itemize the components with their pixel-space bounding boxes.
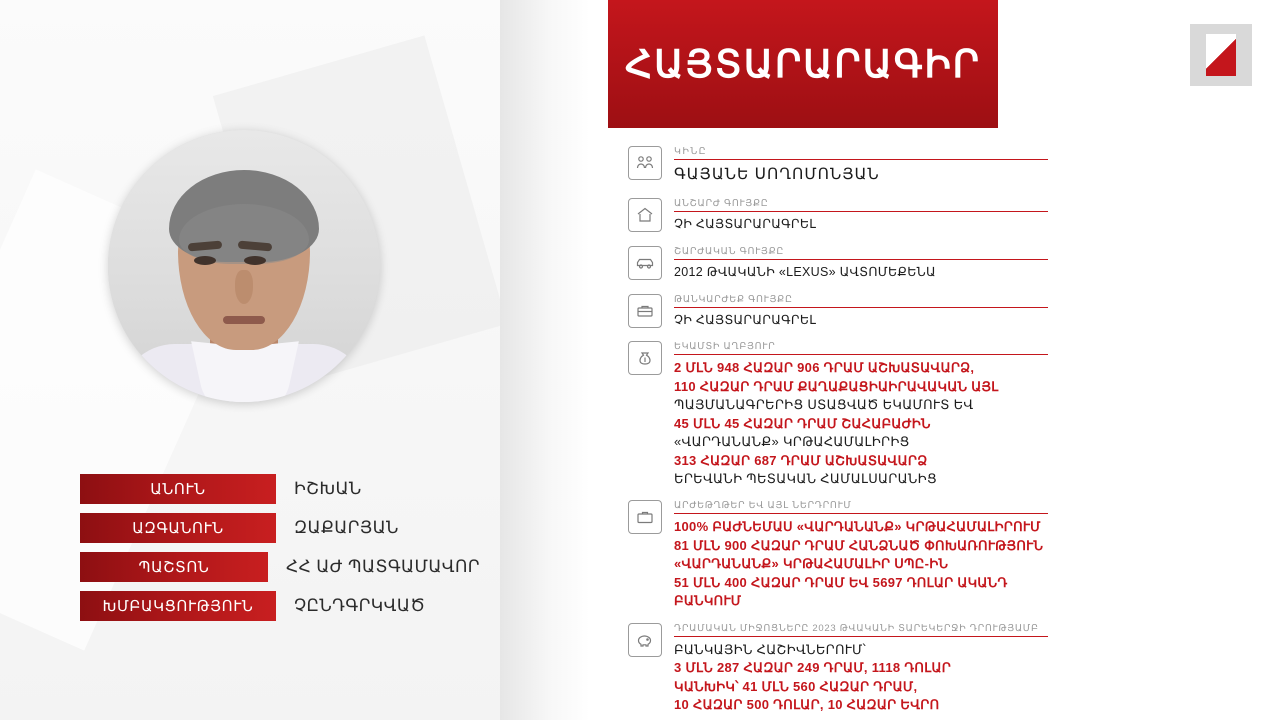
block-securities xyxy=(628,500,1048,610)
valuables-icon xyxy=(628,294,662,328)
income-line-7: ԵՐԵՎԱՆԻ ՊԵՏԱԿԱՆ ՀԱՄԱԼՍԱՐԱՆԻՑ xyxy=(674,470,937,486)
avatar-nose xyxy=(235,270,253,304)
block-spouse xyxy=(628,146,1048,186)
cash-line-2: 3 ՄԼՆ 287 ՀԱԶԱՐ 249 ԴՐԱՄ, 1118 ԴՈԼԱՐ xyxy=(674,660,952,676)
block-label: ԿԻՆԸ xyxy=(674,146,1048,160)
cash-line-3: ԿԱՆԽԻԿ՝ 41 ՄԼՆ 560 ՀԱԶԱՐ ԴՐԱՄ, xyxy=(674,678,918,694)
securities-line-3: «ՎԱՐԴԱՆԱՆՔ» ԿՐԹԱՀԱՄԱԼԻՐ ՍՊԸ-ԻՆ xyxy=(674,556,949,572)
block-cash xyxy=(628,623,1048,715)
securities-line-2: 81 ՄԼՆ 900 ՀԱԶԱՐ ԴՐԱՄ ՀԱՆՁՆԱԾ ՓՈԽԱՌՈՒԹՅՈՒՆ xyxy=(674,537,1044,553)
block-label: ԵԿԱՄՏԻ ԱՂԲՅՈՒՐ xyxy=(674,341,1048,355)
income-line-4: 45 ՄԼՆ 45 ՀԱԶԱՐ ԴՐԱՄ ՇԱՀԱԲԱԺԻՆ xyxy=(674,415,931,431)
person-field-row xyxy=(80,552,480,582)
car-icon xyxy=(628,246,662,280)
person-fields xyxy=(80,474,480,630)
cash-line-4: 10 ՀԱԶԱՐ 500 ԴՈԼԱՐ, 10 ՀԱԶԱՐ ԵՎՐՈ xyxy=(674,697,940,713)
person-field-key: ԱՆՈՒՆ xyxy=(80,474,276,504)
person-field-key: ԱԶԳԱՆՈՒՆ xyxy=(80,513,276,543)
block-value: ՉԻ ՀԱՅՏԱՐԱՐԱԳՐԵԼ xyxy=(674,312,817,327)
house-icon xyxy=(628,198,662,232)
block-value: ՉԻ ՀԱՅՏԱՐԱՐԱԳՐԵԼ xyxy=(674,217,817,231)
money-bag-icon xyxy=(628,341,662,375)
person-field-key: ՊԱՇՏՈՆ xyxy=(80,552,268,582)
block-value xyxy=(674,359,1048,488)
person-field-row xyxy=(80,474,480,504)
block-label: ԱՆՇԱՐԺ ԳՈՒՅՔԸ xyxy=(674,198,1048,212)
block-valuables xyxy=(628,294,1048,330)
person-field-row xyxy=(80,591,480,621)
income-line-3: ՊԱՅՄԱՆԱԳՐԵՐԻՑ ՍՏԱՑՎԱԾ ԵԿԱՄՈՒՏ ԵՎ xyxy=(674,397,974,413)
page-title xyxy=(608,0,998,128)
person-field-value: ԻՇԽԱՆ xyxy=(294,479,362,498)
avatar-eye-right xyxy=(244,256,266,265)
person-field-value: ՉԸՆԴԳՐԿՎԱԾ xyxy=(294,596,426,615)
person-field-value: ԶԱՔԱՐՅԱՆ xyxy=(294,518,399,537)
block-label: ԴՐԱՄԱԿԱՆ ՄԻՋՈՑՆԵՐԸ 2023 ԹՎԱԿԱՆԻ ՏԱՐԵԿԵՐՋԻ ԴՐՈՒԹՅԱՄԲ xyxy=(674,623,1048,637)
channel-one-logo-icon xyxy=(1190,24,1252,86)
person-field-value: ՀՀ ԱԺ ՊԱՏԳԱՄԱՎՈՐ xyxy=(286,557,480,576)
securities-line-1: 100% ԲԱԺՆԵՄԱՍ «ՎԱՐԴԱՆԱՆՔ» ԿՐԹԱՀԱՄԱԼԻՐՈՒՄ xyxy=(674,519,1041,535)
person-field-key: ԽՄԲԱԿՑՈՒԹՅՈՒՆ xyxy=(80,591,276,621)
block-value xyxy=(674,518,1048,610)
block-income xyxy=(628,341,1048,488)
briefcase-icon xyxy=(628,500,662,534)
securities-line-4: 51 ՄԼՆ 400 ՀԱԶԱՐ ԴՐԱՄ ԵՎ 5697 ԴՈԼԱՐ ԱԿԱՆԴ ԲԱՆԿՈՒՄ xyxy=(674,574,1008,609)
avatar-eye-left xyxy=(194,256,216,265)
family-icon xyxy=(628,146,662,180)
income-line-6: 313 ՀԱԶԱՐ 687 ԴՐԱՄ ԱՇԽԱՏԱՎԱՐՁ xyxy=(674,452,928,468)
panel-divider xyxy=(500,0,590,720)
avatar-mouth xyxy=(223,316,265,324)
page-title-text: ՀԱՅՏԱՐԱՐԱԳԻՐ xyxy=(624,43,982,86)
block-label: ԹԱՆԿԱՐԺԵՔ ԳՈՒՅՔԸ xyxy=(674,294,1048,308)
income-line-2: 110 ՀԱԶԱՐ ԴՐԱՄ ՔԱՂԱՔԱՑԻԱԻՐԱՎԱԿԱՆ ԱՅԼ xyxy=(674,378,999,394)
piggy-bank-icon xyxy=(628,623,662,657)
avatar xyxy=(108,130,380,402)
block-label: ԱՐԺԵԹՂԹԵՐ ԵՎ ԱՅԼ ՆԵՐԴՐՈՒՄ xyxy=(674,500,1048,514)
income-line-1: 2 ՄԼՆ 948 ՀԱԶԱՐ 906 ԴՐԱՄ ԱՇԽԱՏԱՎԱՐՁ, xyxy=(674,360,975,376)
logo-mark xyxy=(1206,34,1236,76)
declaration-blocks xyxy=(628,146,1048,720)
block-movable-property xyxy=(628,246,1048,282)
block-value: ԳԱՅԱՆԵ ՍՈՂՈՄՈՆՅԱՆ xyxy=(674,166,880,183)
block-real-estate xyxy=(628,198,1048,234)
cash-line-1: ԲԱՆԿԱՅԻՆ ՀԱՇԻՎՆԵՐՈՒՄ՝ xyxy=(674,641,867,657)
income-line-5: «ՎԱՐԴԱՆԱՆՔ» ԿՐԹԱՀԱՄԱԼԻՐԻՑ xyxy=(674,434,910,450)
block-label: ՇԱՐԺԱԿԱՆ ԳՈՒՅՔԸ xyxy=(674,246,1048,260)
block-value: 2012 ԹՎԱԿԱՆԻ «LEXUS» ԱՎՏՈՄԵՔԵՆԱ xyxy=(674,264,936,279)
block-value xyxy=(674,641,1048,715)
person-field-row xyxy=(80,513,480,543)
